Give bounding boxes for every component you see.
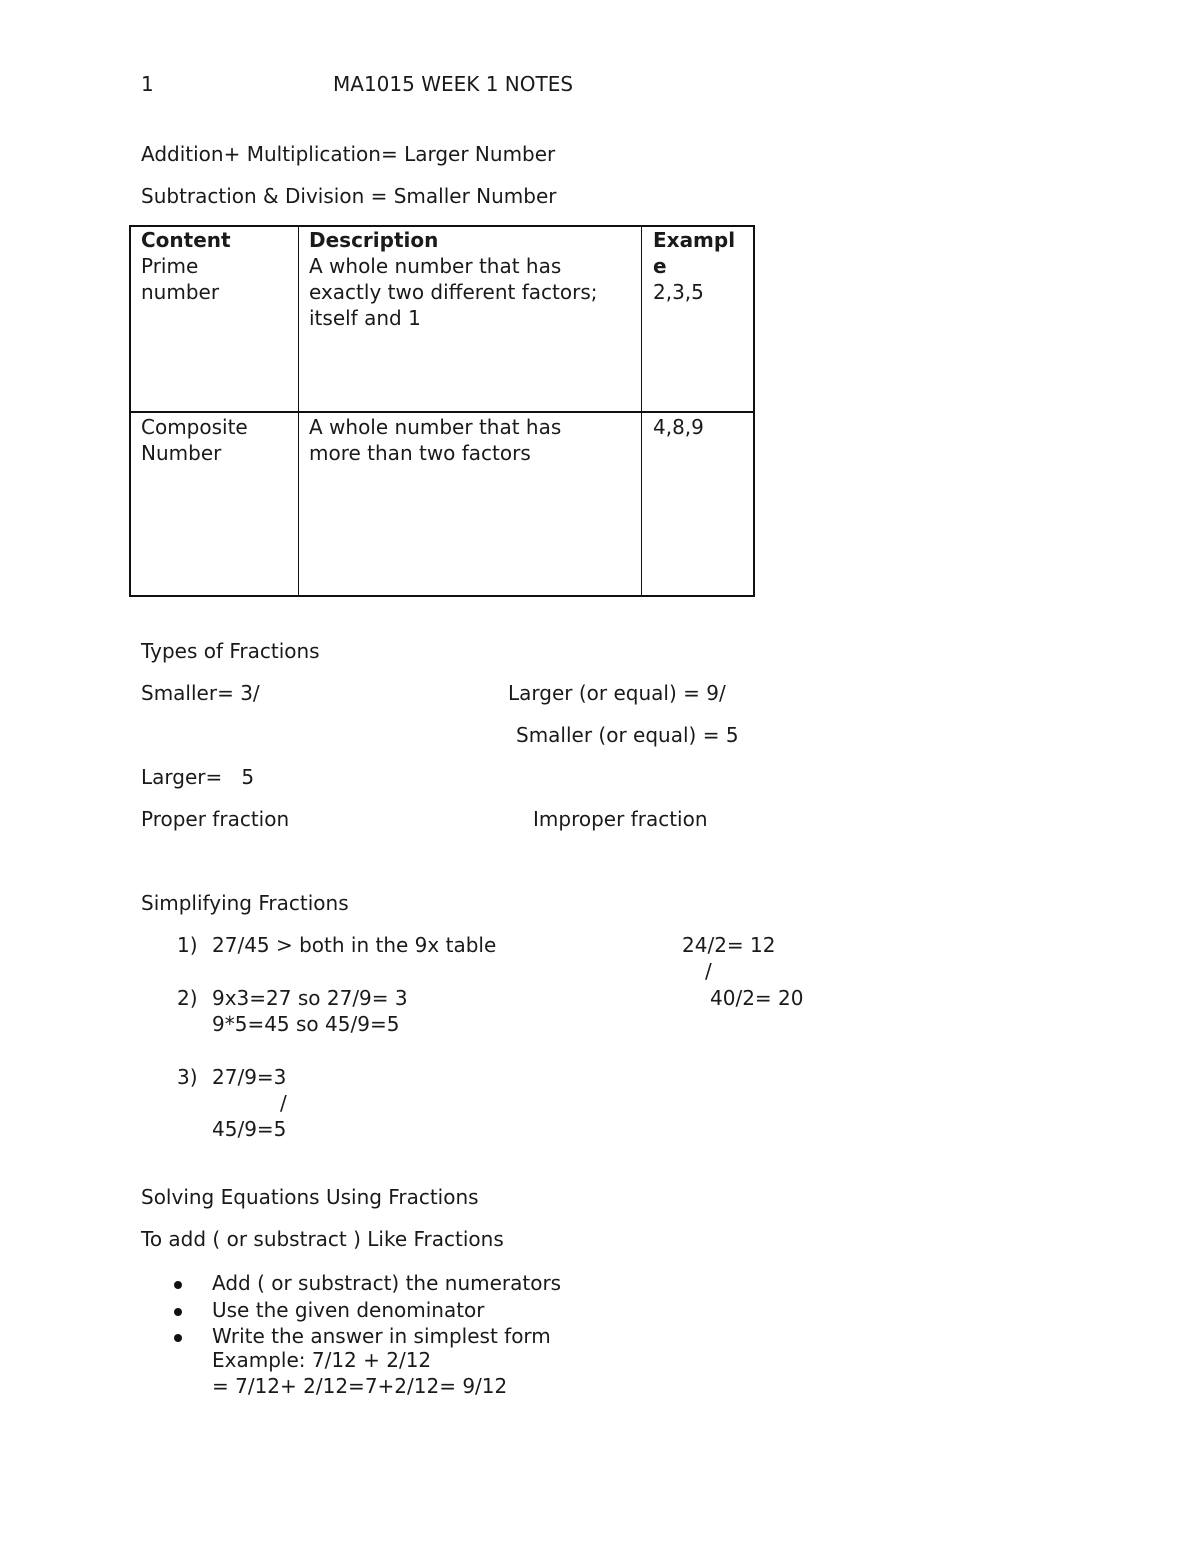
intro-line-addition: Addition+ Multiplication= Larger Number: [141, 142, 556, 166]
list-item-text: Add ( or substract) the numerators: [212, 1271, 562, 1295]
fraction-smaller-label: Smaller= 3/: [141, 681, 260, 705]
step-number: 2): [177, 986, 198, 1010]
table-cell-description: A whole number that has exactly two different factors; itself and 1: [309, 254, 598, 330]
section-heading-equations: Solving Equations Using Fractions: [141, 1185, 479, 1209]
table-cell-content: Prime number: [141, 254, 220, 304]
bullet-icon: [174, 1308, 182, 1316]
step-text: 9x3=27 so 27/9= 3 9*5=45 so 45/9=5: [212, 986, 408, 1036]
section-heading-simplifying: Simplifying Fractions: [141, 891, 349, 915]
bullet-icon: [174, 1281, 182, 1289]
list-item: [170, 1270, 561, 1297]
step-fraction-slash: /: [280, 1091, 287, 1115]
side-example-bottom: 40/2= 20: [710, 986, 804, 1010]
step-number: 1): [177, 933, 198, 957]
table-cell-example: 4,8,9: [653, 415, 704, 439]
intro-line-subtraction: Subtraction & Division = Smaller Number: [141, 184, 557, 208]
step-number: 3): [177, 1065, 198, 1089]
table-header-description: Description: [309, 228, 439, 252]
example-line: Example: 7/12 + 2/12: [212, 1348, 432, 1372]
page-number: 1: [141, 72, 154, 96]
list-item-text: Use the given denominator: [212, 1297, 485, 1322]
table-cell-content: Composite Number: [141, 415, 248, 465]
page-title: MA1015 WEEK 1 NOTES: [333, 72, 574, 96]
step-text: 27/45 > both in the 9x table: [212, 933, 497, 957]
side-example-slash: /: [705, 959, 712, 983]
definitions-table: [129, 225, 755, 597]
proper-fraction-label: Proper fraction: [141, 807, 290, 831]
step-text-bottom: 45/9=5: [212, 1117, 287, 1141]
table-row-divider: [131, 411, 753, 413]
table-cell-description: A whole number that has more than two factors: [309, 415, 562, 465]
fraction-larger-label: Larger= 5: [141, 765, 255, 789]
list-item: [170, 1297, 561, 1324]
like-fractions-subheading: To add ( or substract ) Like Fractions: [141, 1227, 504, 1251]
fraction-smaller-equal-label: Smaller (or equal) = 5: [516, 723, 739, 747]
table-cell-example: 2,3,5: [653, 280, 704, 304]
steps-bullet-list: [170, 1270, 561, 1350]
example-result-line: = 7/12+ 2/12=7+2/12= 9/12: [212, 1374, 508, 1398]
fraction-larger-equal-label: Larger (or equal) = 9/: [508, 681, 726, 705]
section-heading-types: Types of Fractions: [141, 639, 320, 663]
table-header-example: Exampl e: [653, 228, 736, 278]
bullet-icon: [174, 1334, 182, 1342]
list-item: [170, 1323, 561, 1350]
step-text: 27/9=3: [212, 1065, 287, 1089]
list-item-text: Write the answer in simplest form: [212, 1324, 551, 1348]
improper-fraction-label: Improper fraction: [533, 807, 708, 831]
table-header-content: Content: [141, 228, 231, 252]
side-example-top: 24/2= 12: [682, 933, 776, 957]
